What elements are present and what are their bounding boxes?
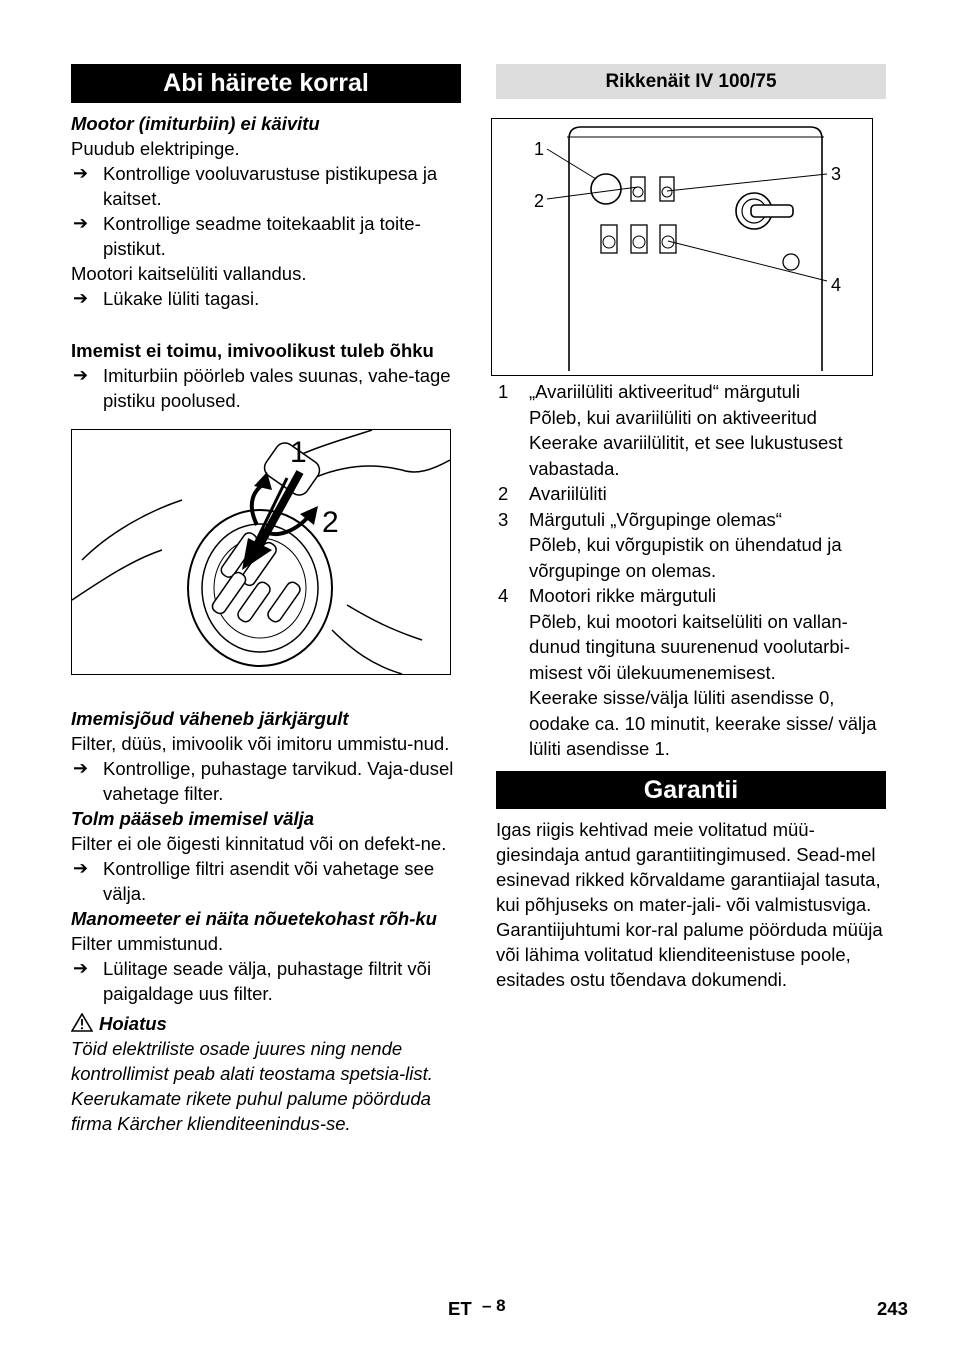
arrow-right-icon: ➔: [73, 365, 89, 385]
step-check-socket: [71, 161, 461, 211]
legend-text: Keerake sisse/välja lüliti asendisse 0, oodake ca. 10 minutit, keerake sisse/ välja lüliti asendisse 1.: [529, 687, 877, 759]
legend-text: Põleb, kui mootori kaitselüliti on vallan-dunud tingituna suurenenud voolutarbi-misest või ülekuumenemisest.: [529, 610, 850, 683]
step-text: Kontrollige filtri asendit või vahetage see välja.: [103, 858, 435, 904]
legend-text: Põleb, kui avariilüliti on aktiveeritud: [529, 406, 817, 428]
heading-no-suction: Imemist ei toimu, imivoolikust tuleb õhku: [71, 340, 434, 361]
cause-no-voltage: Puudub elektripinge.: [71, 138, 240, 159]
arrow-right-icon: ➔: [73, 213, 89, 233]
cause-filter-loose: Filter ei ole õigesti kinnitatud või on defekt-ne.: [71, 833, 447, 854]
step-reset-switch: [71, 286, 461, 311]
section-title-fault-display: Rikkenäit IV 100/75: [496, 64, 886, 99]
right-column: [496, 64, 886, 992]
heading-motor-not-start: Mootor (imiturbiin) ei käivitu: [71, 113, 320, 134]
warning-heading: [71, 1011, 461, 1036]
legend-item-1-line-3: [496, 430, 886, 481]
cause-breaker-tripped: Mootori kaitselüliti vallandus.: [71, 263, 307, 284]
step-text: Kontrollige seadme toitekaablit ja toite-pistikut.: [103, 213, 421, 259]
section-title-warranty: Garantii: [496, 771, 886, 809]
legend-text: „Avariilüliti aktiveeritud“ märgutuli: [529, 381, 801, 402]
heading-suction-decreasing: Imemisjõud väheneb järkjärgult: [71, 708, 349, 729]
control-panel-illustration: [492, 119, 872, 375]
arrow-right-icon: ➔: [73, 288, 89, 308]
footer-language: ET: [448, 1298, 472, 1319]
step-clean-accessories: [71, 756, 461, 806]
legend-text: Keerake avariilülitit, et see lukustusest vabastada.: [529, 432, 843, 479]
control-panel-figure: [491, 118, 873, 376]
legend-item-3: [496, 507, 886, 533]
legend-number: 1: [498, 381, 509, 402]
step-text: Lülitage seade välja, puhastage filtrit või paigaldage uus filter.: [103, 958, 432, 1004]
warranty-text: Igas riigis kehtivad meie volitatud müü-giesindaja antud garantiitingimused. Sead-mel esinevad rikked kõrvaldame garantiiajal tasuta, kui põhjuseks on mater-jali- või valmistusviga. Garantiijuhtumi kor-ral palume pöörduda müüja või lähima volitatud klienditeenistuse poole, esitades ostu tõendava dokumendi.: [496, 818, 883, 990]
legend-text: Põleb, kui võrgupistik on ühendatud ja võrgupinge on olemas.: [529, 534, 842, 581]
legend-item-3-line-2: [496, 532, 886, 583]
cause-clogged: Filter, düüs, imivoolik või imitoru ummistu-nud.: [71, 733, 450, 754]
step-clean-filter: [71, 956, 461, 1006]
legend-item-4: [496, 583, 886, 609]
step-swap-poles: [71, 363, 461, 413]
warning-triangle-icon: [71, 1013, 93, 1032]
legend-number: 3: [498, 508, 509, 530]
section-title-troubleshooting: Abi häirete korral: [71, 64, 461, 103]
step-check-filter: [71, 856, 461, 906]
legend-item-2: [496, 481, 886, 507]
step-text: Kontrollige, puhastage tarvikud. Vaja-dusel vahetage filter.: [103, 758, 454, 804]
step-text: Kontrollige vooluvarustuse pistikupesa ja kaitset.: [103, 163, 438, 209]
cause-filter-clogged: Filter ummistunud.: [71, 933, 224, 954]
heading-manometer: Manomeeter ei näita nõuetekohast rõh-ku: [71, 908, 437, 929]
step-text: Imiturbiin pöörleb vales suunas, vahe-tage pistiku poolused.: [103, 365, 451, 411]
left-column: [71, 64, 461, 1136]
legend-text: Märgutuli „Võrgupinge olemas“: [529, 508, 782, 530]
plug-illustration: [72, 430, 450, 674]
arrow-right-icon: ➔: [73, 958, 89, 978]
legend-item-1: [496, 379, 886, 405]
legend-text: Avariilüliti: [529, 483, 607, 504]
warning-text: Töid elektriliste osade juures ning nende kontrollimist peab alati teostama spetsia-list. Keerukamate rikete puhul palume pöörduda firma Kärcher klienditeenindus-se.: [71, 1038, 433, 1134]
fig-label-1: 1: [534, 139, 545, 159]
fig-label-2: 2: [534, 191, 545, 211]
fig-label-1: 1: [290, 436, 307, 469]
footer-local-page: – 8: [482, 1296, 506, 1315]
warning-title: Hoiatus: [99, 1013, 167, 1034]
footer-page-number: 243: [877, 1298, 908, 1319]
fig-label-3: 3: [831, 164, 842, 184]
legend-item-4-line-2: [496, 609, 886, 686]
legend-number: 2: [498, 483, 509, 504]
fig-label-2: 2: [322, 506, 339, 539]
figure-legend: [496, 379, 886, 762]
legend-text: Mootori rikke märgutuli: [529, 585, 717, 606]
fig-label-4: 4: [831, 275, 842, 295]
heading-dust-escapes: Tolm pääseb imemisel välja: [71, 808, 315, 829]
legend-item-4-line-3: [496, 685, 886, 762]
plug-figure: [71, 429, 451, 675]
step-text: Lükake lüliti tagasi.: [103, 288, 260, 309]
legend-item-1-line-2: [496, 405, 886, 431]
step-check-cable: [71, 211, 461, 261]
arrow-right-icon: ➔: [73, 858, 89, 878]
arrow-right-icon: ➔: [73, 163, 89, 183]
legend-number: 4: [498, 585, 509, 606]
arrow-right-icon: ➔: [73, 758, 89, 778]
